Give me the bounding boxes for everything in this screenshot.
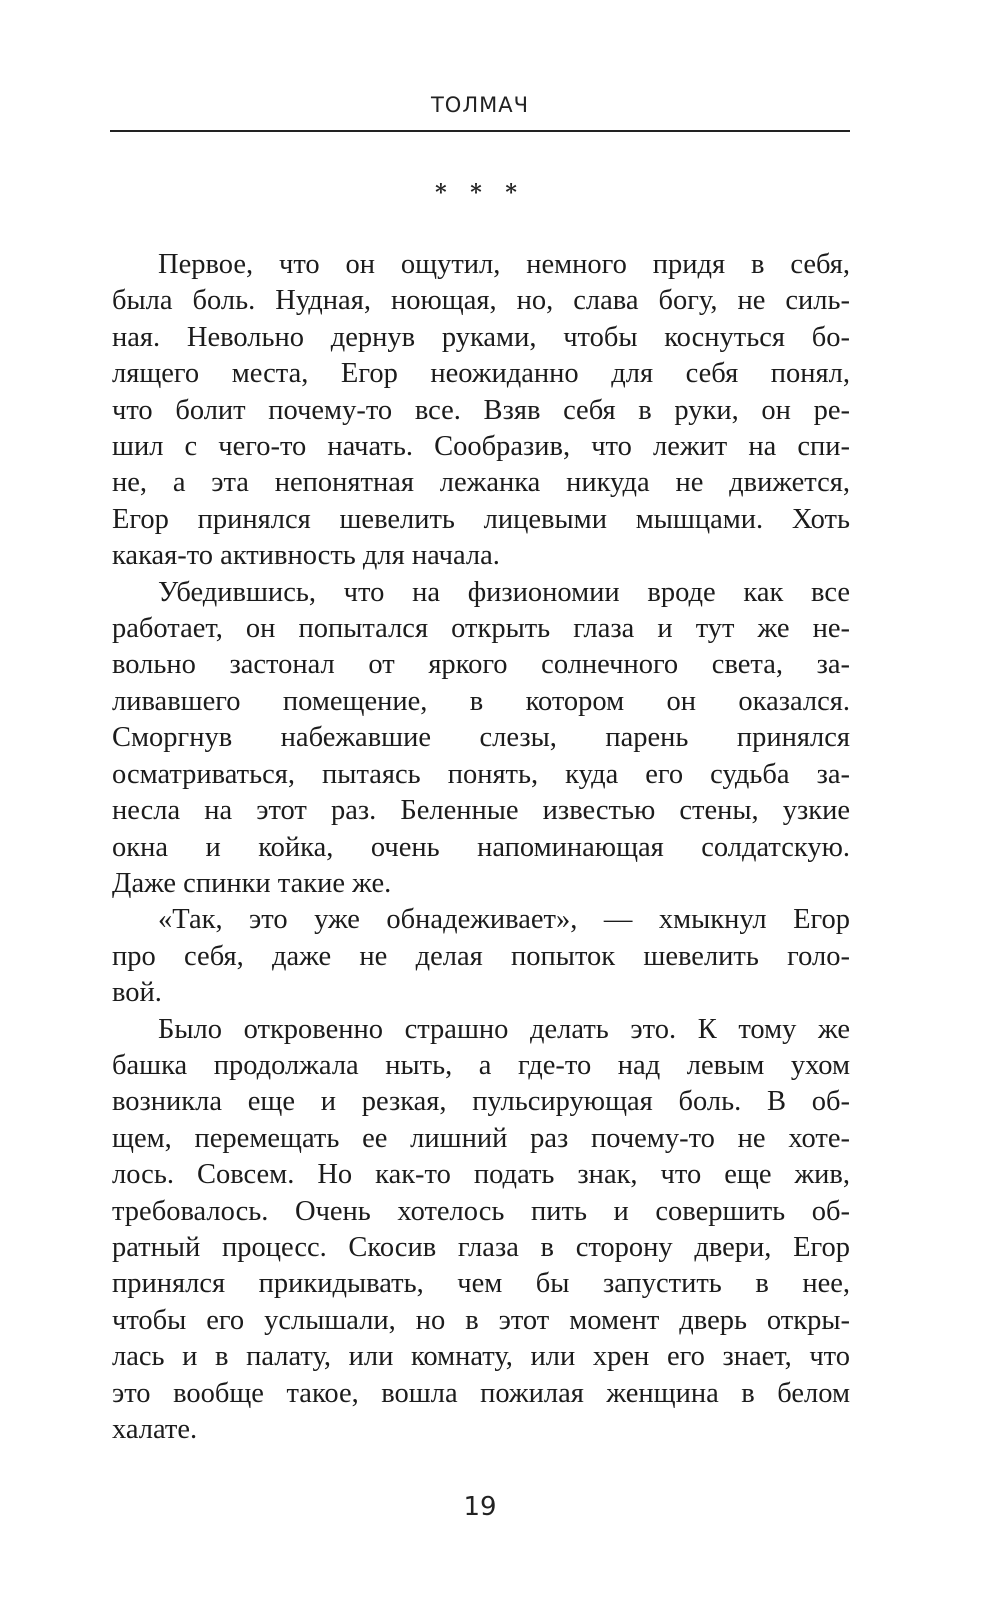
text-line: Убедившись, что на физиономии вроде как все [158,576,850,608]
text-line: какая-то активность для начала. [112,540,500,572]
text-line: щем, перемещать ее лишний раз почему-то не хоте- [112,1122,850,1154]
text-line: «Так, это уже обнадеживает», — хмыкнул Егор [158,904,850,936]
text-line: Даже спинки такие же. [112,867,392,899]
text-line: про себя, даже не делая попыток шевелить голо- [112,940,850,972]
text-line: Сморгнув набежавшие слезы, парень принялся [112,722,850,754]
paragraph [112,902,850,1011]
text-line: окна и койка, очень напоминающая солдатскую. [112,831,850,863]
text-line: шил с чего-то начать. Сообразив, что лежит на спи- [112,431,850,463]
text-line: лась и в палату, или комнату, или хрен его знает, что [112,1341,850,1373]
text-line: работает, он попытался открыть глаза и тут же не- [112,613,850,645]
header-rule [110,130,850,132]
paragraph [112,575,850,903]
text-line: лось. Совсем. Но как-то подать знак, что еще жив, [112,1159,850,1191]
text-line: ливавшего помещение, в котором он оказался. [112,685,850,717]
text-line: ратный процесс. Скосив глаза в сторону двери, Егор [112,1231,850,1263]
text-line: несла на этот раз. Беленные известью стены, узкие [112,795,850,827]
text-line: башка продолжала ныть, а где-то над левым ухом [112,1049,850,1081]
text-line: что болит почему-то все. Взяв себя в руки, он ре- [112,394,850,426]
paragraph [112,247,850,575]
paragraph [112,1012,850,1449]
page-number: 19 [463,1492,497,1522]
text-line: требовалось. Очень хотелось пить и совершить об- [112,1195,850,1227]
text-line: не, а эта непонятная лежанка никуда не движется, [112,467,850,499]
running-head: ТОЛМАЧ [430,93,530,117]
text-line: халате. [112,1414,198,1445]
text-line: Егор принялся шевелить лицевыми мышцами. Хоть [112,503,850,535]
text-line: принялся прикидывать, чем бы запустить в нее, [112,1268,850,1300]
text-line: лящего места, Егор неожиданно для себя понял, [112,358,850,390]
text-line: осматриваться, пытаясь понять, куда его судьба за- [112,758,850,790]
text-line: чтобы его услышали, но в этот момент дверь откры- [112,1304,850,1336]
text-line: Первое, что он ощутил, немного придя в себя, [158,249,850,280]
text-line: Было откровенно страшно делать это. К тому же [158,1013,850,1045]
section-separator: * * * [435,180,525,206]
text-line: вой. [112,977,162,1009]
body-text [112,247,850,1448]
text-line: была боль. Нудная, ноющая, но, слава богу, не силь- [112,285,850,317]
text-line: возникла еще и резкая, пульсирующая боль. В об- [112,1086,850,1118]
text-line: вольно застонал от яркого солнечного света, за- [112,649,850,681]
text-line: это вообще такое, вошла пожилая женщина в белом [112,1377,850,1409]
text-line: ная. Невольно дернув руками, чтобы коснуться бо- [112,321,850,353]
